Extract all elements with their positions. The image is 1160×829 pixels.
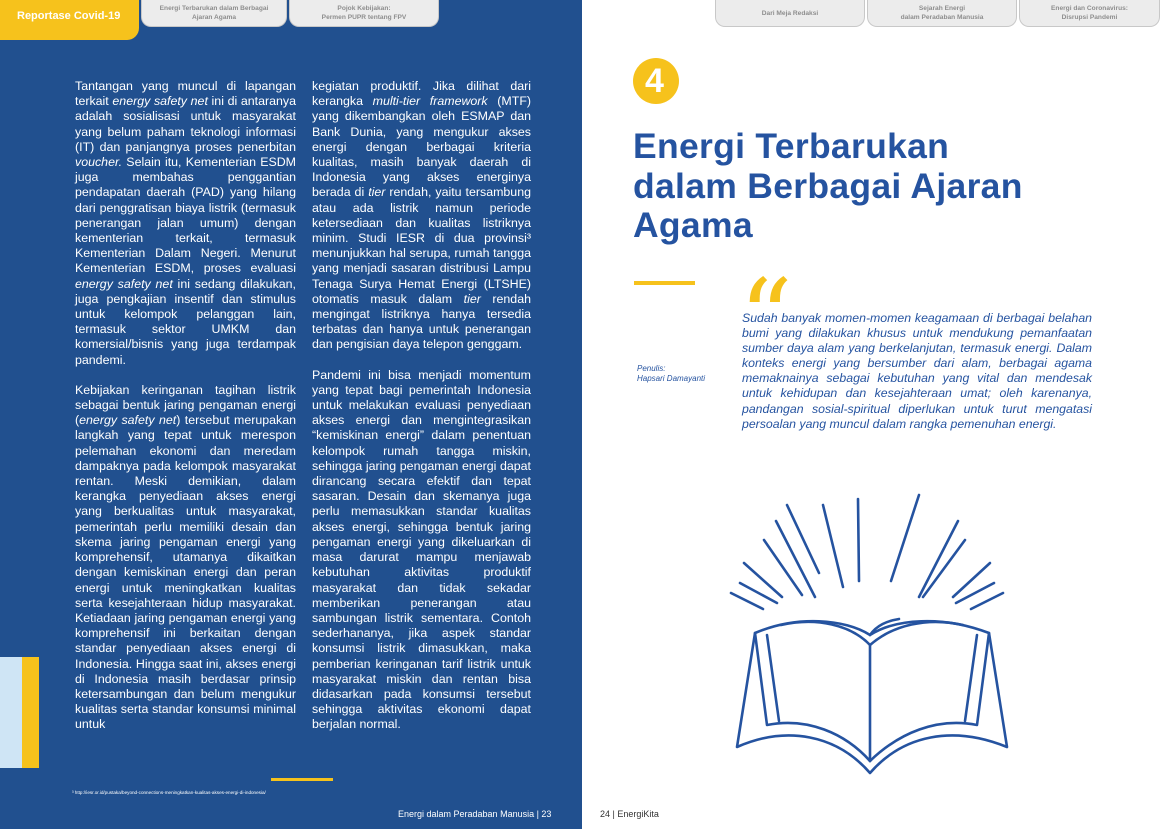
- tab-sejarah-energi[interactable]: Sejarah Energi dalam Peradaban Manusia: [867, 0, 1017, 27]
- paragraph: Tantangan yang muncul di lapangan terkait energy safety net ini di antaranya adalah sosialisasi untuk masyarakat yang belum paham teknologi informasi (IT) dan panjangnya proses penerbitan voucher. Selain itu, Kementerian ESDM juga membahas penggantian pendapatan daerah (PAD) yang hilang dari penggratisan biaya listrik (termasuk penerangan jalan umum) dengan kementerian terkait, termasuk Kementerian Dalam Negeri. Menurut Kementerian ESDM, proses evaluasi energy safety net ini sedang dilakukan, juga pengkajian insentif dan stimulus untuk kelompok pelanggan lain, termasuk sektor UMKM dan komersial/bisnis yang juga terdampak pandemi.: [75, 79, 297, 367]
- tab-energi-coronavirus[interactable]: Energi dan Coronavirus: Disrupsi Pandemi: [1019, 0, 1160, 27]
- tab-reportase-covid[interactable]: Reportase Covid-19: [0, 0, 139, 40]
- paragraph: Pandemi ini bisa menjadi momentum yang tepat bagi pemerintah Indonesia untuk melakukan evaluasi penyediaan akses energi dan mengintegrasikan “kemiskinan energi” dalam penentuan kelompok rumah tangga miskin, sehingga jaring pengaman energi dapat dirancang secara efektif dan tepat sasaran. Desain dan skemanya juga perlu memasukkan standar kualitas akses energi, sehingga bentuk jaring pengaman energi yang dikeluarkan di masa darurat mampu menjawab kebutuhan aktivitas produktif masyarakat dan tidak sekadar memberikan penerangan atau sambungan listrik sementara. Contoh sederhananya, jika aspek standar konsumsi listrik dimasukkan, maka pemberian keringanan tarif listrik untuk masyarakat miskin dan rentan bisa didasarkan pada konsumsi tersebut sehingga aktivitas ekonomi dapat berjalan normal.: [312, 367, 531, 732]
- chapter-number: 4: [645, 62, 664, 100]
- tab-dari-meja-redaksi[interactable]: Dari Meja Redaksi: [715, 0, 865, 27]
- footnote-link[interactable]: ³ http://iesr.or.id/pustaka/beyond-connections-meningkatkan-kualitas-akses-energi-di-indonesia/: [72, 790, 266, 795]
- page-folio-right: 24 | EnergiKita: [600, 809, 659, 819]
- author-name: Hapsari Damayanti: [637, 374, 706, 383]
- author-label: Penulis:: [637, 364, 666, 373]
- tab-energi-terbarukan[interactable]: Energi Terbarukan dalam Berbagai Ajaran Agama: [141, 0, 287, 27]
- decorative-bar-light: [0, 657, 22, 768]
- left-column-1: [75, 79, 296, 748]
- tab-pojok-kebijakan[interactable]: Pojok Kebijakan: Permen PUPR tentang FPV: [289, 0, 439, 27]
- footnote-divider: [271, 778, 333, 781]
- right-page: [582, 0, 1160, 829]
- title-underline: [634, 281, 695, 285]
- article-lead-quote: Sudah banyak momen-momen keagamaan di berbagai belahan bumi yang dilakukan khusus untuk mendukung pemanfaatan sumber daya alam yang berkelanjutan, termasuk energi. Dalam konteks energi yang bersumber dari alam, berbagai agama memaknainya sebagai kebutuhan yang vital dan mendesak untuk kehidupan dan kesejahteraan umat; oleh karenanya, pandangan sosial-spiritual diperlukan untuk turut mengatasi persoalan yang muncul dalam rangka pemenuhan energi.: [742, 311, 1092, 431]
- left-column-2: [312, 79, 531, 748]
- page-folio-left: Energi dalam Peradaban Manusia | 23: [398, 809, 552, 819]
- quote-mark-icon: “: [739, 257, 793, 379]
- article-title: Energi Terbarukan dalam Berbagai Ajaran Agama: [633, 126, 1023, 245]
- paragraph: Kebijakan keringanan tagihan listrik sebagai bentuk jaring pengaman energi (energy safety net) tersebut merupakan langkah yang tepat untuk merespon pelemahan ekonomi dan meredam dampaknya pada kelompok masyarakat rentan. Meski demikian, dalam kerangka penyediaan akses energi yang berkualitas untuk masyarakat, pemerintah perlu memiliki desain dan skema jaring pengaman energi yang komprehensif, utamanya dikaitkan dengan kemiskinan energi dan peran energi untuk meningkatkan kualitas serta kesejahteraan hidup masyarakat. Ketiadaan jaring pengaman energi yang komprehensif ini berkaitan dengan standar penyediaan akses energi di Indonesia. Hingga saat ini, akses energi di Indonesia masih berdasar prinsip ketersambungan dan belum mengukur kualitas serta standar konsumsi minimal untuk: [75, 382, 296, 732]
- paragraph: kegiatan produktif. Jika dilihat dari kerangka multi-tier framework (MTF) yang dikembangkan oleh ESMAP dan Bank Dunia, yang mengukur akses energi dengan berbagai kriteria kualitas, masih banyak daerah di Indonesia yang akses energinya berada di tier rendah, yaitu tersambung atau ada listrik namun periode ketersediaan dan kualitas listriknya minim. Studi IESR di dua provinsi³ menunjukkan hal serupa, rumah tangga yang menjadi sasaran distribusi Lampu Tenaga Surya Hemat Energi (LTSHE) otomatis masuk dalam tier rendah mengingat listriknya hanya tersedia terbatas dan hanya untuk penerangan dan pengisian daya telepon genggam.: [312, 79, 532, 352]
- decorative-bar-yellow: [22, 657, 39, 768]
- open-book-icon: [727, 485, 1017, 785]
